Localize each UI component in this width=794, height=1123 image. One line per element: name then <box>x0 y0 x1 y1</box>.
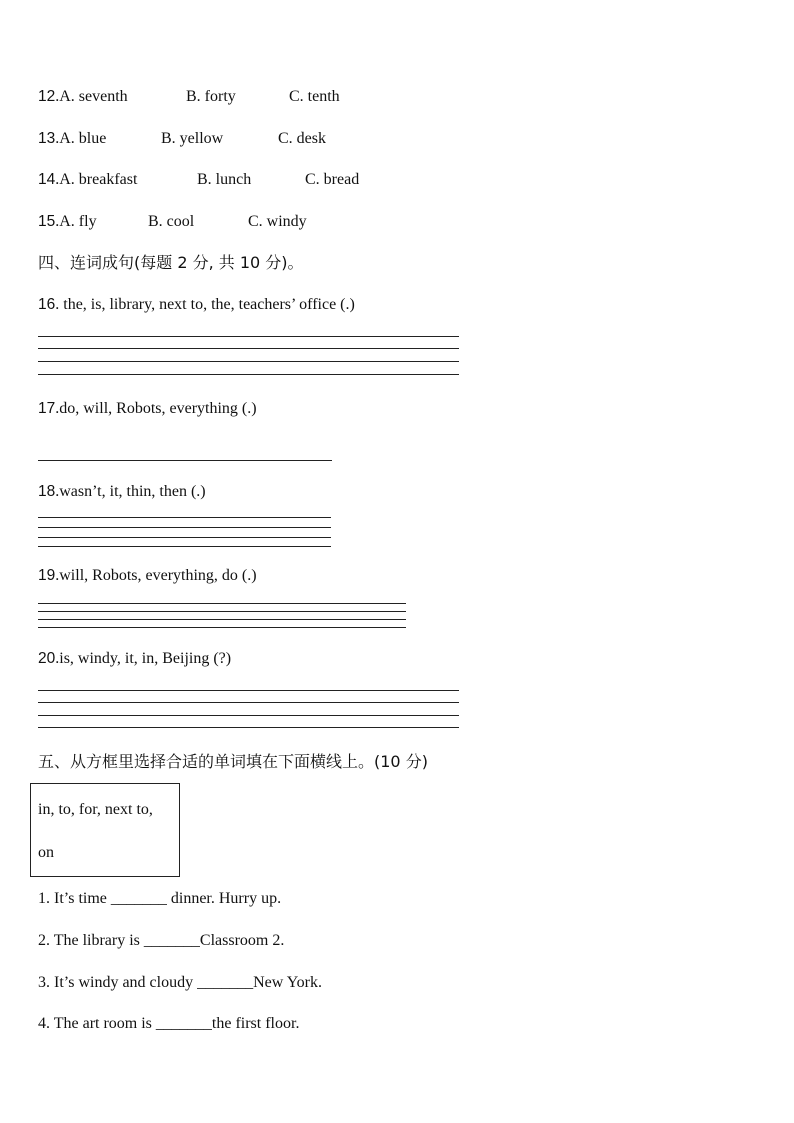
item-text: .do, will, Robots, everything (.) <box>55 400 257 417</box>
option-b: B. lunch <box>197 171 252 188</box>
option-a: .A. seventh <box>55 88 128 105</box>
question-number: 12 <box>38 88 56 105</box>
question-13 <box>38 129 326 149</box>
word-box <box>30 783 180 877</box>
item-text: .is, windy, it, in, Beijing (?) <box>55 650 232 667</box>
question-15 <box>38 212 307 232</box>
option-a: .A. fly <box>55 213 97 230</box>
sentence-item-19 <box>38 566 257 586</box>
option-b: B. forty <box>186 88 236 105</box>
item-number: 19 <box>38 567 56 584</box>
item-number: 17 <box>38 400 56 417</box>
word-box-line-2: on <box>38 844 54 861</box>
item-text: .will, Robots, everything, do (.) <box>55 567 257 584</box>
question-14 <box>38 170 360 190</box>
option-c: C. bread <box>305 171 360 188</box>
fill-blank-item-2: 2. The library is _______Classroom 2. <box>38 932 285 949</box>
option-c: C. windy <box>248 213 307 230</box>
question-number: 13 <box>38 130 56 147</box>
fill-blank-item-3: 3. It’s windy and cloudy _______New York. <box>38 974 322 991</box>
fill-blank-item-4: 4. The art room is _______the first floor. <box>38 1015 300 1032</box>
option-b: B. yellow <box>161 130 224 147</box>
option-a: .A. blue <box>55 130 107 147</box>
option-b: B. cool <box>148 213 195 230</box>
sentence-item-20 <box>38 649 231 669</box>
question-number: 15 <box>38 213 56 230</box>
option-c: C. tenth <box>289 88 340 105</box>
word-box-line-1: in, to, for, next to, <box>38 801 153 818</box>
option-c: C. desk <box>278 130 326 147</box>
sentence-item-17 <box>38 399 257 419</box>
section-4-heading: 四、连词成句(每题 2 分, 共 10 分)。 <box>38 253 304 272</box>
item-text: .wasn’t, it, thin, then (.) <box>55 483 206 500</box>
fill-blank-item-1: 1. It’s time _______ dinner. Hurry up. <box>38 890 282 907</box>
question-number: 14 <box>38 171 56 188</box>
item-number: 16 <box>38 296 56 313</box>
item-text: . the, is, library, next to, the, teachers’ office (.) <box>55 296 355 313</box>
sentence-item-18 <box>38 482 206 502</box>
item-number: 20 <box>38 650 56 667</box>
item-number: 18 <box>38 483 56 500</box>
option-a: .A. breakfast <box>55 171 138 188</box>
section-5-heading: 五、从方框里选择合适的单词填在下面横线上。(10 分) <box>38 752 428 771</box>
sentence-item-16 <box>38 295 355 315</box>
question-12 <box>38 87 340 107</box>
